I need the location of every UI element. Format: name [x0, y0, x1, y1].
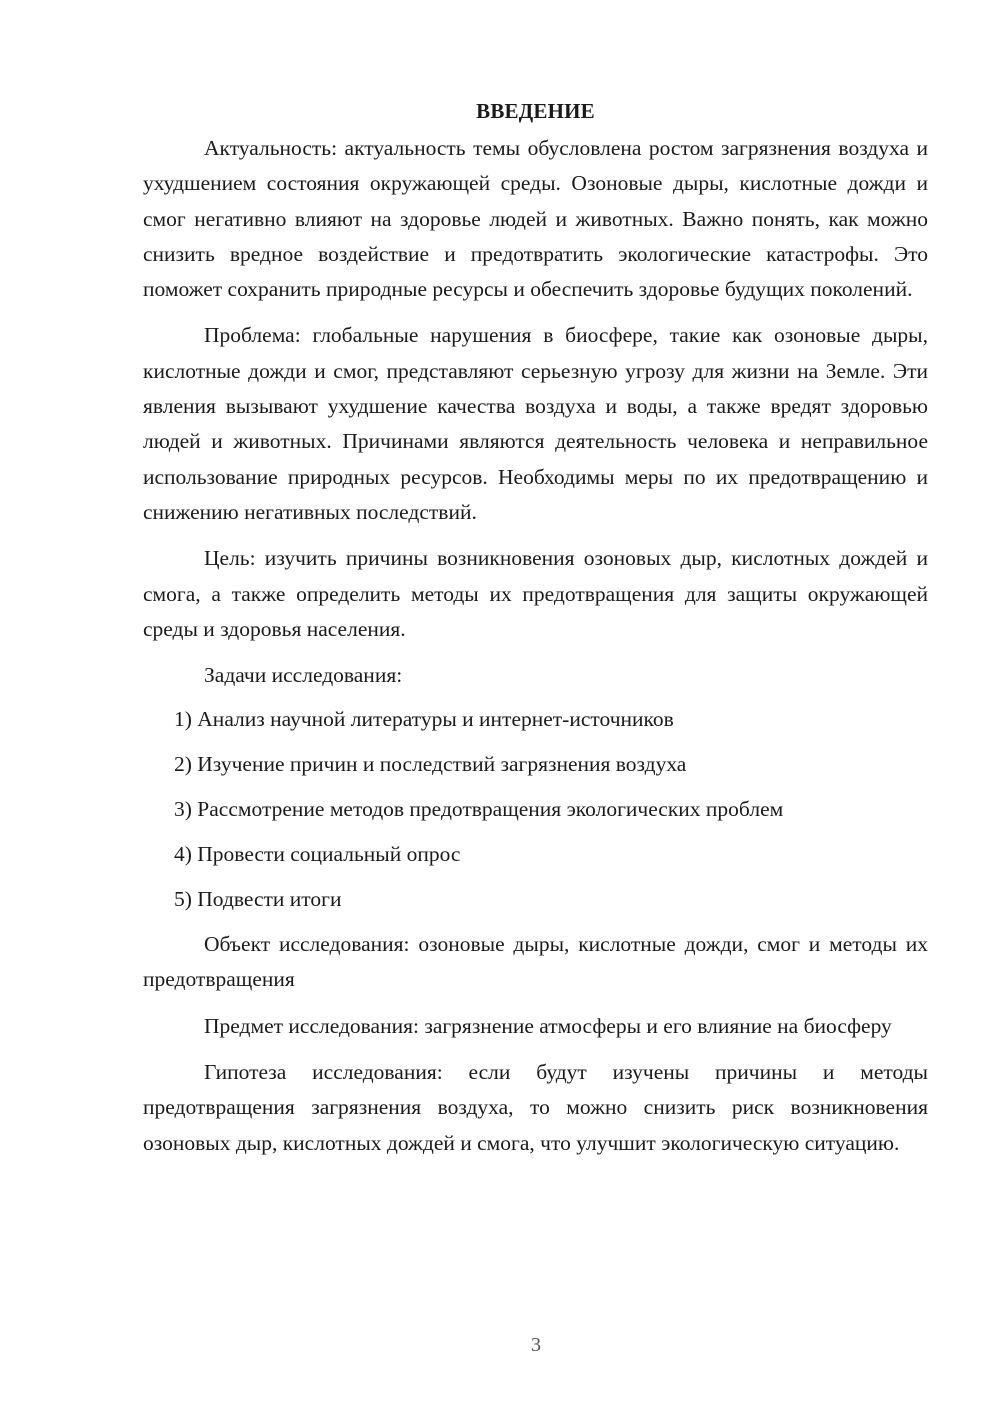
tasks-list	[143, 702, 928, 917]
task-item-2: 2) Изучение причин и последствий загрязнения воздуха	[174, 752, 687, 777]
task-item-3: 3) Рассмотрение методов предотвращения экологических проблем	[174, 797, 784, 822]
relevance-paragraph: Актуальность: актуальность темы обусловлена ростом загрязнения воздуха и ухудшением состояния окружающей среды. Озоновые дыры, кислотные дожди и смог негативно влияют на здоровье людей и животных. Важно понять, как можно снизить вредное воздействие и предотвратить экологические катастрофы. Это поможет сохранить природные ресурсы и обеспечить здоровье будущих поколений.	[143, 136, 928, 302]
task-item-4: 4) Провести социальный опрос	[174, 842, 461, 867]
goal-paragraph: Цель: изучить причины возникновения озоновых дыр, кислотных дождей и смога, а также определить методы их предотвращения для защиты окружающей среды и здоровья населения.	[143, 546, 928, 641]
problem-paragraph: Проблема: глобальные нарушения в биосфере, такие как озоновые дыры, кислотные дожди и смог, представляют серьезную угрозу для жизни на Земле. Эти явления вызывают ухудшение качества воздуха и воды, а также вредят здоровью людей и животных. Причинами являются деятельность человека и неправильное использование природных ресурсов. Необходимы меры по их предотвращению и снижению негативных последствий.	[143, 323, 928, 524]
task-item-1: 1) Анализ научной литературы и интернет-источников	[174, 707, 674, 732]
page-number: 3	[531, 1334, 541, 1356]
subject-paragraph: Предмет исследования: загрязнение атмосферы и его влияние на биосферу	[204, 1013, 892, 1038]
tasks-title: Задачи исследования:	[204, 663, 403, 688]
page-content	[143, 96, 928, 1172]
task-item-5: 5) Подвести итоги	[174, 887, 342, 912]
object-paragraph: Объект исследования: озоновые дыры, кислотные дожди, смог и методы их предотвращения	[143, 932, 928, 992]
hypothesis-paragraph: Гипотеза исследования: если будут изучены причины и методы предотвращения загрязнения воздуха, то можно снизить риск возникновения озоновых дыр, кислотных дождей и смога, что улучшит экологическую ситуацию.	[143, 1060, 928, 1155]
page-title: ВВЕДЕНИЕ	[476, 99, 595, 123]
